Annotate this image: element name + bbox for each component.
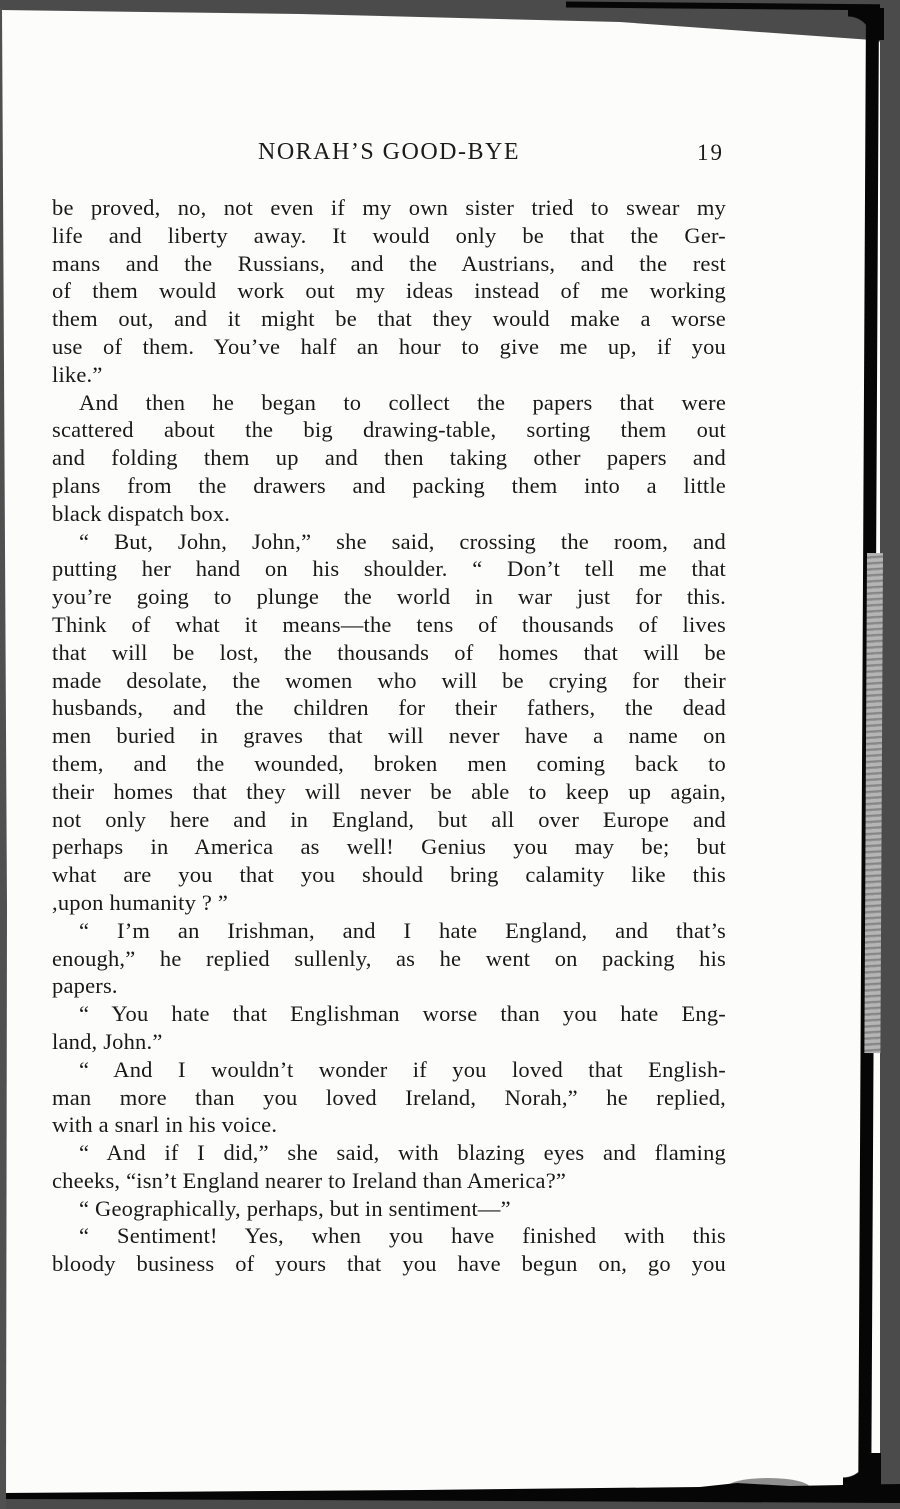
text-line: that will be lost, the thousands of homes that will be <box>52 639 726 665</box>
page-corner-bottom-right <box>843 1453 881 1489</box>
text-line: cheeks, “isn’t England nearer to Ireland than America?” <box>52 1167 567 1193</box>
text-line: plans from the drawers and packing them into a little <box>52 472 726 498</box>
stacked-pages-texture <box>864 553 883 1053</box>
text-line: “ You hate that Englishman worse than you hate Eng- <box>79 1001 726 1027</box>
page-title: NORAH’S GOOD-BYE <box>258 139 520 165</box>
paragraph <box>52 1222 726 1278</box>
text-line: “ Geographically, perhaps, but in sentiment—” <box>79 1195 511 1221</box>
text-line: papers. <box>52 973 118 999</box>
page-number: 19 <box>697 140 724 165</box>
page-corner-top-right <box>848 8 884 40</box>
text-line: And then he began to collect the papers that were <box>79 389 726 415</box>
paragraph <box>52 1000 726 1056</box>
body-text <box>52 194 726 1278</box>
text-line: not only here and in England, but all over Europe and <box>52 806 726 832</box>
text-line: enough,” he replied sullenly, as he went on packing his <box>52 945 726 971</box>
text-line: Think of what it means—the tens of thousands of lives <box>52 611 726 637</box>
text-line: like.” <box>52 361 103 387</box>
paragraph <box>52 389 726 528</box>
text-line: of them would work out my ideas instead of me working <box>52 278 726 304</box>
text-line: you’re going to plunge the world in war just for this. <box>52 584 726 610</box>
text-line: land, John.” <box>52 1028 163 1054</box>
text-line: ,upon humanity ? ” <box>52 889 229 915</box>
scan-border-right <box>880 0 900 1509</box>
text-line: man more than you loved Ireland, Norah,” he replied, <box>52 1084 726 1110</box>
running-header <box>52 138 726 168</box>
text-line: their homes that they will never be able to keep up again, <box>52 778 726 804</box>
text-line: black dispatch box. <box>52 500 231 526</box>
text-line: mans and the Russians, and the Austrians, and the rest <box>52 250 726 276</box>
text-line: perhaps in America as well! Genius you may be; but <box>52 834 726 860</box>
text-line: scattered about the big drawing-table, sorting them out <box>52 417 726 443</box>
text-line: husbands, and the children for their fathers, the dead <box>52 695 726 721</box>
text-line: bloody business of yours that you have begun on, go you <box>52 1251 726 1277</box>
text-line: “ I’m an Irishman, and I hate England, and that’s <box>79 917 726 943</box>
paragraph <box>52 917 726 1000</box>
text-line: what are you that you should bring calamity like this <box>52 862 726 888</box>
text-line: “ But, John, John,” she said, crossing the room, and <box>79 528 726 554</box>
text-line: life and liberty away. It would only be that the Ger- <box>52 222 726 248</box>
paragraph <box>52 1056 726 1139</box>
paragraph <box>52 528 726 917</box>
text-line: them out, and it might be that they would make a worse <box>52 306 726 332</box>
text-line: them, and the wounded, broken men coming back to <box>52 750 726 776</box>
text-line: men buried in graves that will never have a name on <box>52 723 726 749</box>
text-line: with a snarl in his voice. <box>52 1112 278 1138</box>
scan-border-left <box>0 8 7 1509</box>
text-line: and folding them up and then taking other papers and <box>52 445 726 471</box>
text-line: “ And if I did,” she said, with blazing eyes and flaming <box>79 1140 726 1166</box>
text-line: “ Sentiment! Yes, when you have finished with this <box>79 1223 726 1249</box>
paragraph <box>52 1139 726 1195</box>
text-line: made desolate, the women who will be crying for their <box>52 667 726 693</box>
paragraph <box>52 1195 726 1223</box>
text-line: use of them. You’ve half an hour to give me up, if you <box>52 333 726 359</box>
paragraph <box>52 194 726 389</box>
text-line: be proved, no, not even if my own sister tried to swear my <box>52 195 726 220</box>
text-line: putting her hand on his shoulder. “ Don’t tell me that <box>52 556 726 582</box>
page-content <box>52 138 726 1278</box>
text-line: “ And I wouldn’t wonder if you loved that English- <box>79 1056 726 1082</box>
